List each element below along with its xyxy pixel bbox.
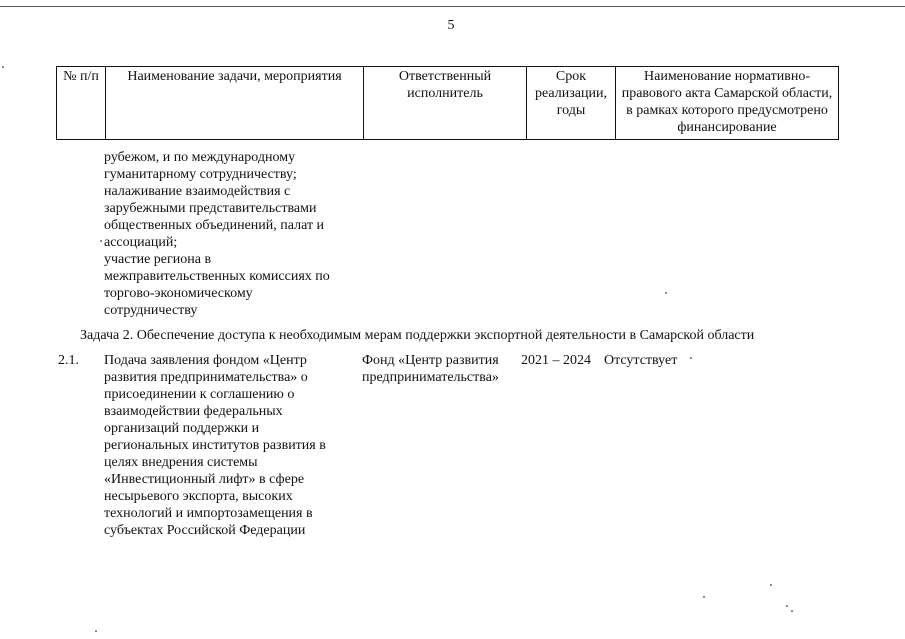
text-line: присоединении к соглашению о (104, 387, 295, 402)
text-line: рубежом, и по международному (104, 150, 296, 165)
scan-speck (703, 596, 705, 598)
row-number: 2.1. (58, 353, 79, 368)
text-line: налаживание взаимодействия с (104, 184, 291, 199)
scan-speck (770, 584, 772, 586)
header-responsible: Ответственный исполнитель (364, 67, 527, 140)
continued-task-text (104, 149, 330, 319)
text-line: Подача заявления фондом «Центр (104, 353, 307, 368)
text-line: взаимодействии федеральных (104, 404, 283, 419)
header-period: Срок реализации, годы (527, 67, 616, 140)
text-line: сотрудничеству (104, 303, 198, 318)
header-task-name: Наименование задачи, мероприятия (106, 67, 364, 140)
text-line: развития предпринимательства» о (104, 370, 308, 385)
scan-speck (95, 630, 97, 632)
scan-speck (100, 240, 102, 242)
text-line: технологий и импортозамещения в (104, 506, 313, 521)
header-number: № п/п (57, 67, 106, 140)
text-line: организаций поддержки и (104, 421, 260, 436)
text-line: «Инвестиционный лифт» в сфере (104, 472, 305, 487)
header-legal-act: Наименование нормативно-правового акта Самарской области, в рамках которого предусмотрено финансирование (616, 67, 839, 140)
text-line: Фонд «Центр развития (362, 353, 499, 368)
row-responsible (362, 352, 499, 386)
scan-speck (791, 610, 793, 612)
row-title (104, 352, 326, 539)
top-rule (0, 6, 905, 7)
text-line: общественных объединений, палат и (104, 218, 325, 233)
text-line: целях внедрения системы (104, 455, 258, 470)
text-line: гуманитарному сотрудничеству; (104, 167, 297, 182)
text-line: зарубежными представительствами (104, 201, 317, 216)
text-line: межправительственных комиссиях по (104, 269, 330, 284)
text-line: региональных институтов развития в (104, 438, 326, 453)
text-line: торгово-экономическому (104, 286, 253, 301)
scan-speck (786, 605, 788, 607)
text-line: несырьевого экспорта, высоких (104, 489, 293, 504)
text-line: ассоциаций; (104, 235, 178, 250)
text-line: субъектах Российской Федерации (104, 523, 306, 538)
row-legal-act: Отсутствует (604, 353, 678, 368)
text-line: участие региона в (104, 252, 212, 267)
task-heading: Задача 2. Обеспечение доступа к необходимым мерам поддержки экспортной деятельности в Самарской области (80, 328, 755, 343)
scan-speck (690, 357, 692, 359)
text-line: предпринимательства» (362, 370, 499, 385)
scan-speck (665, 292, 667, 294)
table-header (56, 66, 839, 140)
scan-speck (2, 66, 4, 68)
row-period: 2021 – 2024 (521, 353, 591, 368)
page-number: 5 (447, 18, 455, 33)
